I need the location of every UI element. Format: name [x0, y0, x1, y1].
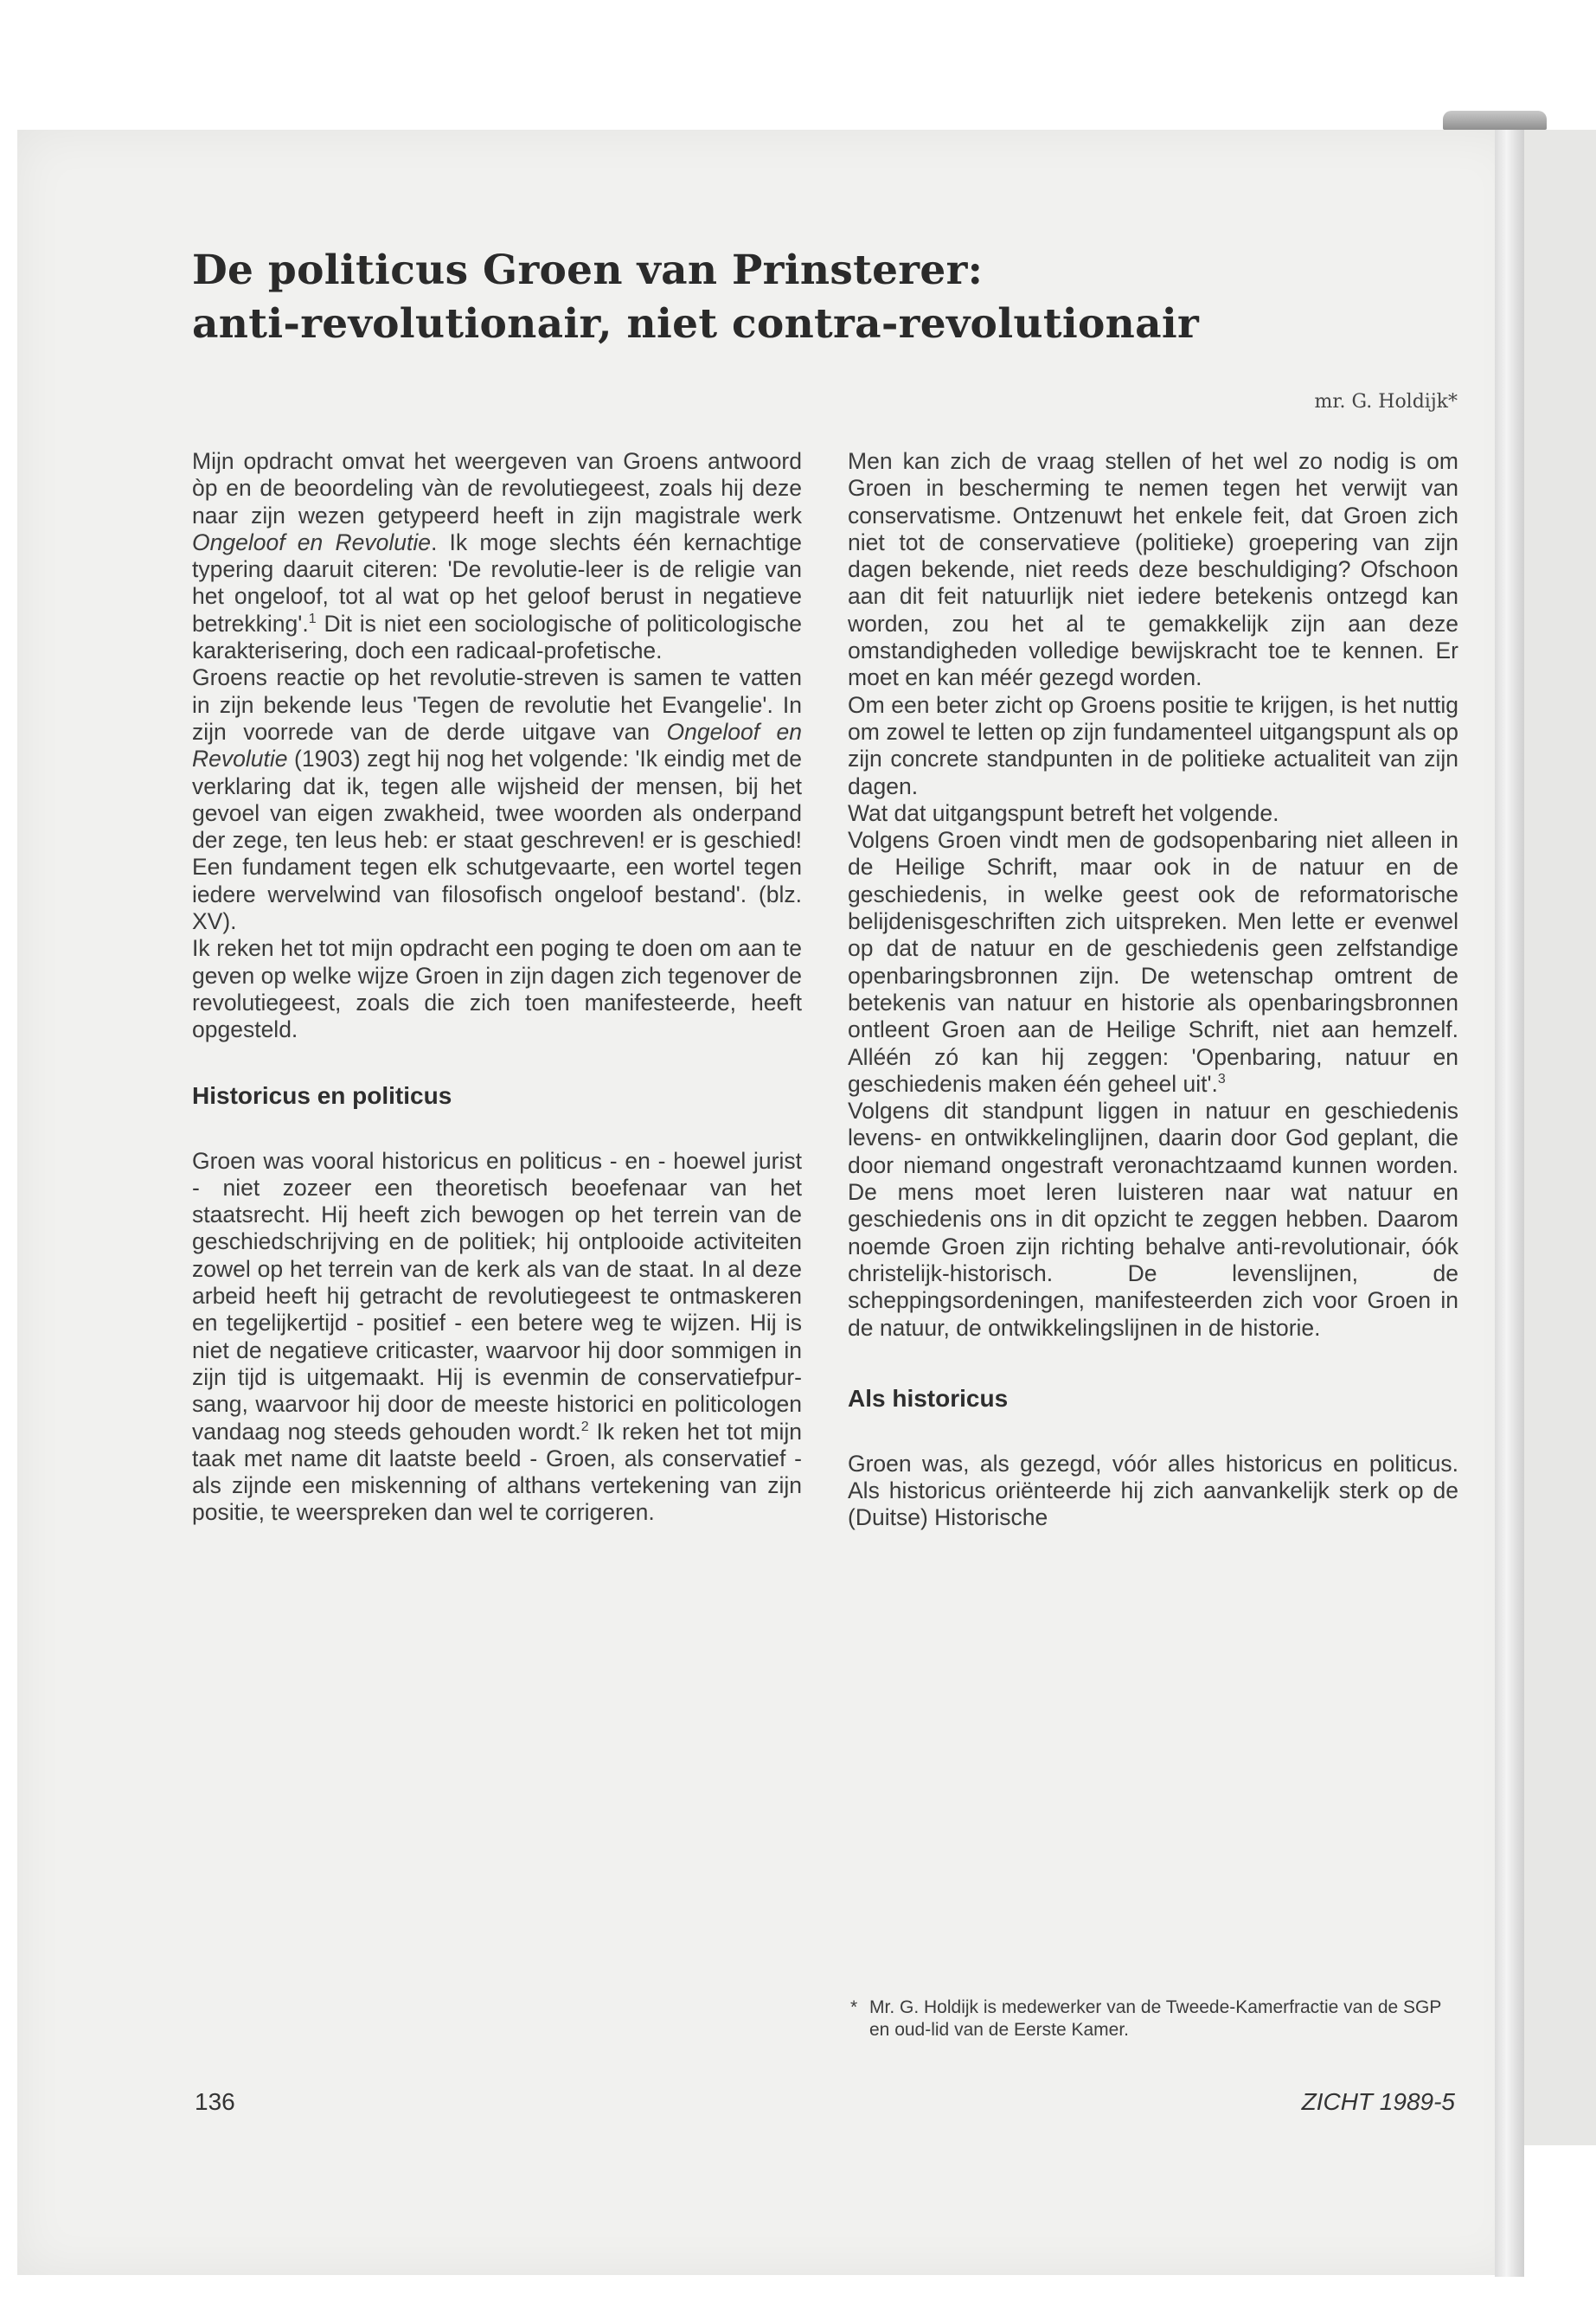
- article-title: [192, 244, 1420, 351]
- paragraph: Wat dat uitgangspunt betreft het volgende.: [848, 799, 1279, 826]
- right-column: [848, 448, 1458, 1532]
- section-heading-als-historicus: Als historicus: [848, 1384, 1009, 1412]
- paragraph: Volgens Groen vindt men de godsopenbaring niet alleen in de Heilige Schrift, maar ook in de natuur en de geschiedenis, in welke geest ook de reformatorische belijdenisgeschriften zich uitspreken. Men lette er evenwel op dat de natuur en de geschiedenis geen zelfstandige openbaringsbronnen zijn. De wetenschap omtrent de betekenis van natuur en historie als openbaringsbronnen ontleent Groen aan de Heilige Schrift, niet aan hemzelf. Alléén zó kan hij zeggen: 'Openbaring, natuur en geschiedenis maken één geheel uit'.$^3$: [848, 827, 1458, 1097]
- adjacent-page-edge: [1524, 130, 1596, 2145]
- author-byline: mr. G. Holdijk*: [1314, 391, 1458, 413]
- footnote-ref: 2: [580, 1419, 589, 1434]
- left-column: [192, 448, 802, 1527]
- paragraph: Groens reactie op het revolutie-streven is samen te vatten in zijn bekende leus 'Tegen de revolutie het Evangelie'. In zijn voorrede van de derde uitgave van Ongeloof en Revolutie (1903) zegt hij nog het volgende: 'Ik eindig met de verklaring dat ik, tegen alle wijsheid der mensen, bij het gevoel van eigen zwakheid, twee woorden als onderpand der zege, ten leus heb: er staat geschreven! er is geschied! Een fundament tegen elk schutgevaarte, een wortel tegen iedere wervelwind van filosofisch ongeloof bestand'. (blz. XV).: [192, 664, 802, 935]
- paragraph: Om een beter zicht op Groens positie te krijgen, is het nuttig om zowel te letten op zijn fundamenteel uitgangspunt als op zijn concrete standpunten in de politieke actualiteit van zijn dagen.: [848, 691, 1458, 799]
- section-heading-historicus-en-politicus: Historicus en politicus: [192, 1081, 452, 1109]
- binder-clip: [1443, 111, 1547, 130]
- paragraph: Ik reken het tot mijn opdracht een poging te doen om aan te geven op welke wijze Groen in zijn dagen zich tegenover de revolutiegeest, zoals die zich toen manifesteerde, heeft opgesteld.: [192, 935, 802, 1043]
- paragraph: Volgens dit standpunt liggen in natuur en geschiedenis levens- en ontwikkelinglijnen, daarin door God geplant, die door niemand ongestraft veronachtzaamd kunnen worden. De mens moet leren luisteren naar wat natuur en geschiedenis ons in dit opzicht te zeggen hebben. Daarom noemde Groen zijn richting behalve anti-revolutionair, óók christelijk-historisch. De levenslijnen, de scheppingsordeningen, manifesteerden zich voor Groen in de natuur, de ontwikkelingslijnen in de historie.: [848, 1098, 1458, 1341]
- footnote-text: Mr. G. Holdijk is medewerker van de Tweede-Kamerfractie van de SGP en oud-lid van de Eerste Kamer.: [869, 1997, 1442, 2040]
- footnote-ref: 1: [308, 611, 317, 626]
- author-footnote: [850, 1997, 1456, 2041]
- book-title: Ongeloof en Revolutie: [192, 718, 802, 772]
- binding-edge: [1495, 128, 1524, 2277]
- journal-issue: ZICHT 1989-5: [1301, 2088, 1455, 2115]
- footnote-asterisk: *: [850, 1997, 858, 2017]
- paragraph: Groen was vooral historicus en politicus - en - hoewel jurist - niet zozeer een theoretisch beoefenaar van het staatsrecht. Hij heeft zich bewogen op het terrein van de geschiedschrijving en de politiek; hij ontplooide activiteiten zowel op het terrein van de kerk als van de staat. In al deze arbeid heeft hij getracht de revolutiegeest te ontmaskeren en tegelijkertijd - positief - een betere weg te wijzen. Hij is niet de negatieve criticaster, waarvoor hij door sommigen in zijn tijd is uitgemaakt. Hij is evenmin de conservatiefpur-sang, waarvoor hij door de meeste historici en politicologen vandaag nog steeds gehouden wordt.$^2$ Ik reken het tot mijn taak met name dit laatste beeld - Groen, als conservatief - als zijnde een miskenning of althans vertekening van zijn positie, te weerspreken dan wel te corrigeren.: [192, 1147, 802, 1526]
- footnote-ref: 3: [1217, 1072, 1226, 1086]
- title-line-1: De politicus Groen van Prinsterer:: [192, 247, 984, 294]
- book-title: Ongeloof en Revolutie: [192, 529, 431, 555]
- title-line-2: anti-revolutionair, niet contra-revolutionair: [192, 300, 1200, 348]
- page-number: 136: [195, 2088, 235, 2115]
- paragraph: Groen was, als gezegd, vóór alles historicus en politicus. Als historicus oriënteerde hij zich aanvankelijk sterk op de (Duitse) Historische: [848, 1450, 1458, 1531]
- paragraph: Men kan zich de vraag stellen of het wel zo nodig is om Groen in bescherming te nemen tegen het verwijt van conservatisme. Ontzenuwt het enkele feit, dat Groen zich niet tot de conservatieve (politieke) groepering van zijn dagen bekende, niet reeds deze beschuldiging? Ofschoon aan dit feit natuurlijk niet iedere betekenis ontzegd kan worden, zou het al te gemakkelijk zijn aan deze omstandigheden volledige bewijskracht toe te kennen. Er moet en kan méér gezegd worden.: [848, 448, 1458, 691]
- paragraph: Mijn opdracht omvat het weergeven van Groens antwoord òp en de beoordeling vàn de revolutiegeest, zoals hij deze naar zijn wezen getypeerd heeft in zijn magistrale werk Ongeloof en Revolutie. Ik moge slechts één kernachtige typering daaruit citeren: 'De revolutie-leer is de religie van het ongeloof, tot al wat op het geloof berust in negatieve betrekking'.$^1$ Dit is niet een sociologische of politicologische karakterisering, doch een radicaal-profetische.: [192, 448, 802, 664]
